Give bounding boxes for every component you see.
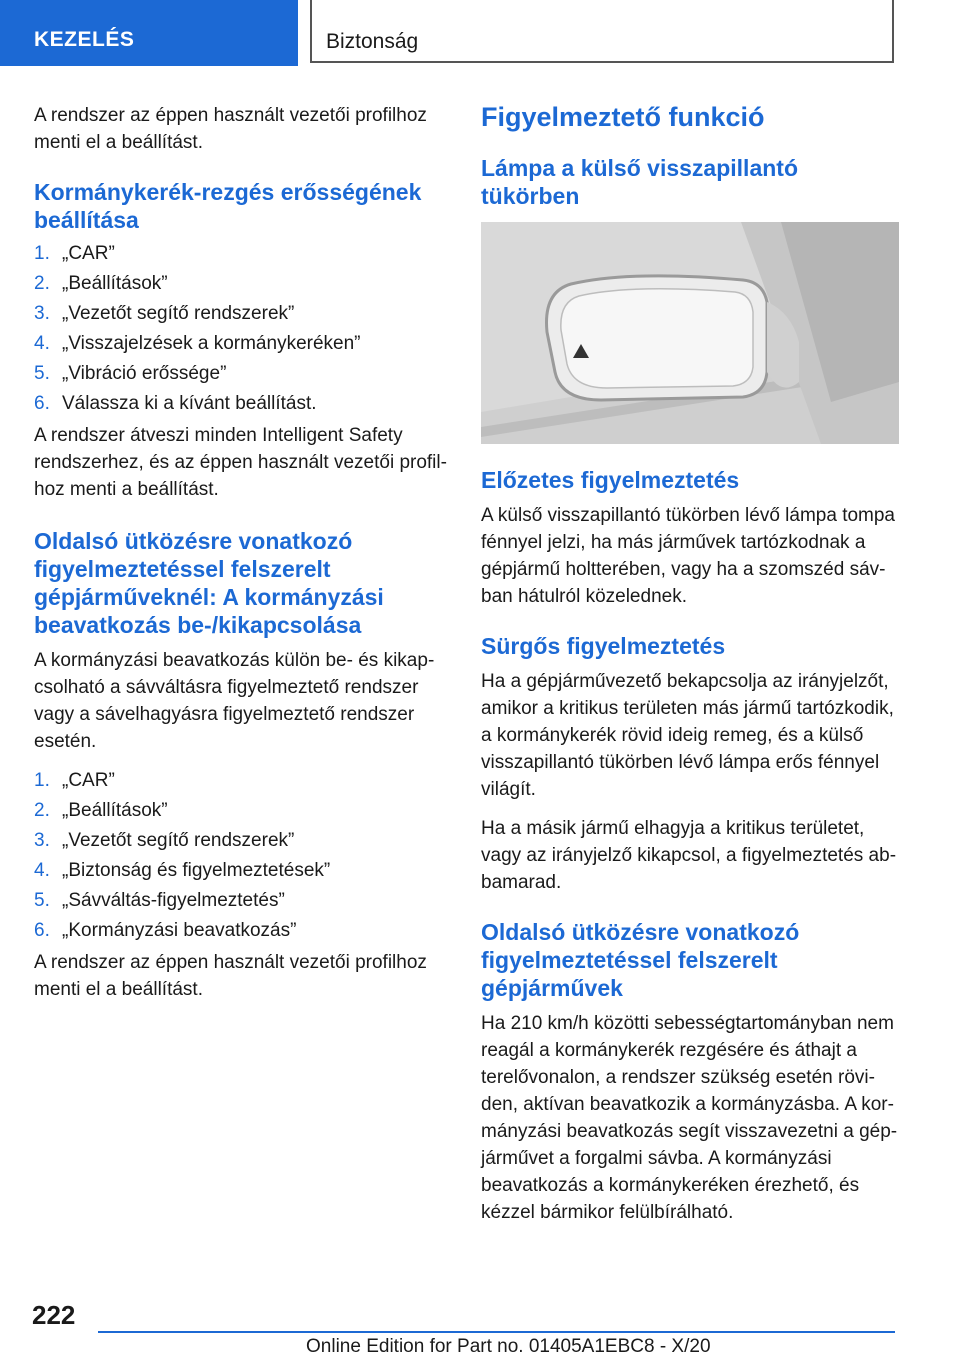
- chapter-box: [310, 0, 894, 63]
- heading-mirror-lamp: Lámpa a külső visszapillantó tükörben: [481, 155, 798, 209]
- list-item: 5. „Vibráció erőssége”: [34, 363, 227, 384]
- section-tab: [0, 0, 298, 66]
- mirror-illustration: [481, 222, 899, 444]
- heading-steering-intervention: Oldalsó ütközésre vonatkozó figyelmeztetéssel felszerelt gépjárműveknél: A kormányzási beavatkozás be-/kikapcsolása: [34, 528, 384, 638]
- list-item: 2. „Beállítások”: [34, 800, 168, 821]
- list-item: 3. „Vezetőt segítő rendszerek”: [34, 830, 295, 851]
- list-item: 1. „CAR”: [34, 243, 115, 264]
- intro-paragraph: A rendszer az éppen használt vezetői profilhoz menti el a beállítást.: [34, 105, 427, 153]
- footer-divider: [98, 1331, 895, 1333]
- list-item: 2. „Beállítások”: [34, 273, 168, 294]
- list-item: 4. „Visszajelzések a kormánykeréken”: [34, 333, 361, 354]
- heading-pre-warning: Előzetes figyelmeztetés: [481, 467, 740, 493]
- paragraph-steering-intervention: A kormányzási beavatkozás külön be- és kikapcsolható a sávváltásra figyelmeztető rendszer vagy a sávelhagyásra figyelmeztető rendszer esetén.: [34, 650, 435, 752]
- heading-urgent-warning: Sürgős figyelmeztetés: [481, 633, 726, 659]
- paragraph-pre-warning: A külső visszapillantó tükörben lévő lámpa tompa fénnyel jelzi, ha más járművek tartózkodnak a gépjármű holtterében, vagy ha a szomszéd sávban hátulról közelednek.: [481, 505, 896, 607]
- steps-list-vibration: [34, 242, 452, 416]
- list-item: 3. „Vezetőt segítő rendszerek”: [34, 303, 295, 324]
- paragraph-urgent-warning-2: Ha a másik jármű elhagyja a kritikus területet, vagy az irányjelző kikapcsol, a figyelmeztetés abbamarad.: [481, 818, 897, 893]
- page-number: 222: [32, 1300, 76, 1330]
- list-item: 1. „CAR”: [34, 770, 115, 791]
- paragraph-intelligent-safety: A rendszer átveszi minden Intelligent Safety rendszerhez, és az éppen használt vezetői profilhoz menti a beállítást.: [34, 425, 447, 500]
- edition-label: Online Edition for Part no. 01405A1EBC8 - X/20: [306, 1336, 711, 1357]
- left-column: [34, 102, 452, 1015]
- paragraph-side-collision: Ha 210 km/h közötti sebességtartományban nem reagál a kormánykerék rezgésére és áthajt a terelővonalon, a rendszer szükség esetén röviden, aktívan beavatkozik a kormányzásba. A kormányzási beavatkozás segít visszavezetni a gépjárművet a forgalmi sávba. A kormányzási beavatkozás a kormánykeréken érezhető, és kézzel bármikor felülbírálható.: [481, 1013, 898, 1223]
- list-item: 4. „Biztonság és figyelmeztetések”: [34, 860, 331, 881]
- list-item: 6. „Kormányzási beavatkozás”: [34, 920, 297, 941]
- paragraph-profile-save: A rendszer az éppen használt vezetői profilhoz menti el a beállítást.: [34, 952, 427, 1000]
- chapter-label: Biztonság: [326, 30, 419, 53]
- section-label: KEZELÉS: [34, 28, 135, 51]
- paragraph-urgent-warning-1: Ha a gépjárművezető bekapcsolja az irányjelzőt, amikor a kritikus területen más jármű tartózkodik, a kormánykerék rövid ideig remeg, és a külső visszapillantó tükörben lévő lámpa erős fénnyel világít.: [481, 671, 894, 800]
- heading-side-collision: Oldalsó ütközésre vonatkozó figyelmeztetéssel felszerelt gépjárművek: [481, 919, 800, 1001]
- heading-warning-function: Figyelmeztető funkció: [481, 102, 765, 132]
- page-header: [0, 0, 960, 66]
- steps-list-steering: [34, 769, 452, 943]
- list-item: 5. „Sávváltás-figyelmeztetés”: [34, 890, 285, 911]
- list-item: 6. Válassza ki a kívánt beállítást.: [34, 393, 317, 414]
- heading-vibration: Kormánykerék-rezgés erősségének beállítása: [34, 179, 422, 233]
- right-column: [481, 100, 899, 1238]
